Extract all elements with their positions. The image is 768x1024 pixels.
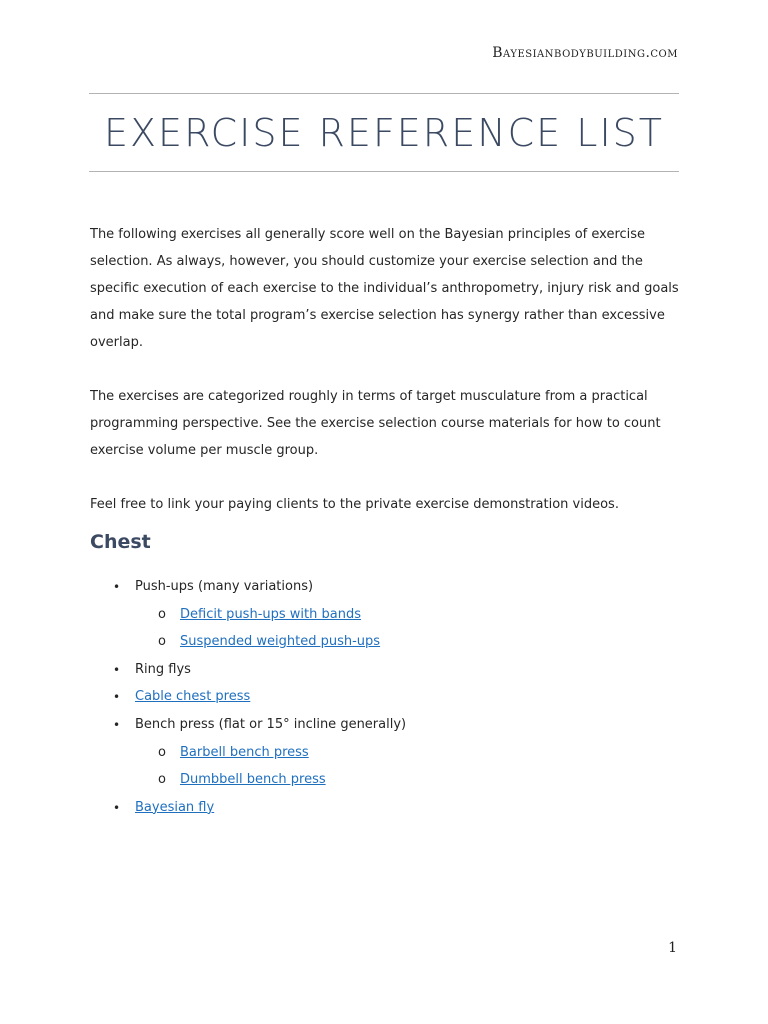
list-item-text: Push-ups (many variations) <box>135 579 314 594</box>
intro-paragraph: The exercises are categorized roughly in terms of target musculature from a practical programming perspective. See the exercise selection course materials for how to count exercise volume per muscle group. <box>90 389 661 458</box>
exercise-link[interactable]: Bayesian fly <box>135 799 215 815</box>
list-item <box>90 659 680 687</box>
list-item <box>90 714 680 742</box>
bullet: • <box>113 690 121 705</box>
list-item <box>90 604 680 632</box>
section-heading-chest: Chest <box>90 531 151 553</box>
site-header: Bayesianbodybuilding.com <box>492 45 678 61</box>
list-item <box>90 686 680 714</box>
intro-paragraph: Feel free to link your paying clients to the private exercise demonstration videos. <box>90 497 619 512</box>
bullet: • <box>113 580 121 594</box>
title-rule-bottom <box>89 171 679 172</box>
exercise-link[interactable]: Dumbbell bench press <box>180 772 326 788</box>
bullet: • <box>113 717 121 732</box>
list-item <box>90 576 680 604</box>
page-title: EXERCISE REFERENCE LIST <box>104 111 664 155</box>
bullet: • <box>113 800 121 815</box>
sub-bullet: o <box>158 772 166 788</box>
list-item-text: Bench press (flat or 15° incline generally) <box>135 716 407 732</box>
list-item <box>90 631 680 659</box>
list-item-text: Ring flys <box>135 661 191 677</box>
title-rule-top <box>89 93 679 94</box>
exercise-link[interactable]: Suspended weighted push-ups <box>180 634 381 650</box>
sub-bullet: o <box>158 634 166 650</box>
intro-paragraph: The following exercises all generally score well on the Bayesian principles of exercise selection. As always, however, you should customize your exercise selection and the specific execution of each exercise to the individual’s anthropometry, injury risk and goals and make sure the total program’s exercise selection has synergy rather than excessive overlap. <box>90 227 679 350</box>
chest-exercise-list <box>90 576 680 824</box>
exercise-link[interactable]: Cable chest press <box>135 689 251 705</box>
list-item <box>90 742 680 770</box>
sub-bullet: o <box>158 606 166 622</box>
list-item <box>90 769 680 797</box>
page-number: 1 <box>668 940 677 956</box>
bullet: • <box>113 662 121 677</box>
sub-bullet: o <box>158 744 166 760</box>
exercise-link[interactable]: Barbell bench press <box>180 744 309 760</box>
intro <box>90 221 680 545</box>
exercise-link[interactable]: Deficit push-ups with bands <box>180 606 361 622</box>
list-item <box>90 797 680 825</box>
